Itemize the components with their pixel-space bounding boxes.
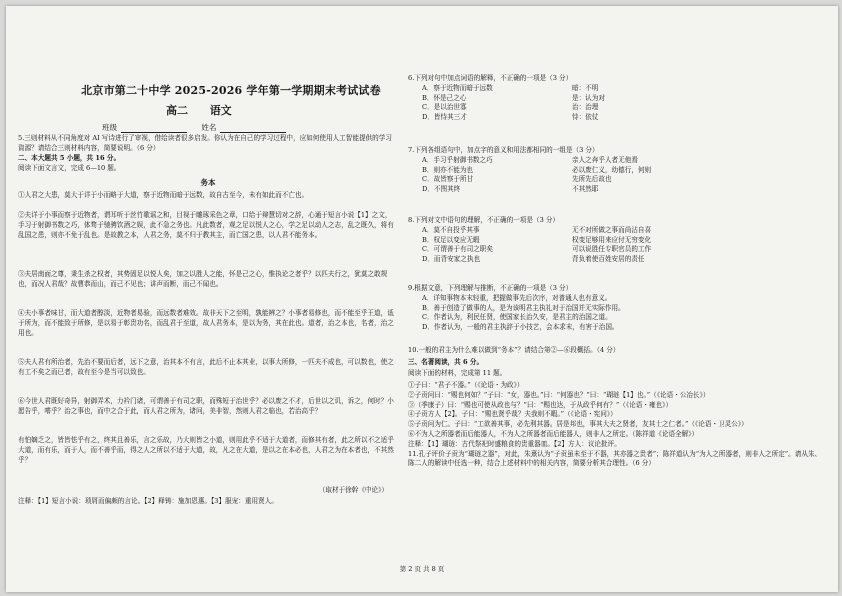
passage-paragraph-2: ②夫详于小事而察于近物者，谓耳听于丝竹歌谣之和，目视于雕琢采色之章，口给于辩慧切对之辞，心通于短言小说【1】之文，手习于射御书数之巧，体骛于驰骋饮酒之娱，此不急之务也。凡此数者，观之足以悦人之心，学之足以动人之志，乱之既久，将有乱国之患，则亦不免于乱也。是故教之本，人君之务，莫不归于教其主，而亡国之患，以人君不能务本。 — [18, 211, 394, 239]
passage-paragraph-4: ④夫小事者味甘，而大道者醇淡，近物者易验，而远数者难效。故非天下之至明，孰能辨之？小事者易修也，而不能至乎王道，诋于所为，而不能致于所修，是以易于彰贵功名，而乱君于至道，故人君务本，是以为务，其在此也。道者，治之本也，名者，治之用也。 — [18, 309, 394, 337]
excerpt-notes: 注释：【1】瑚琏：古代祭祀时盛粮食的贵重器皿。【2】方人：议论批评。 — [408, 439, 621, 448]
question-9-option: A．详知事物本末轻重，把握做事先后次序，对普通人也有意义。 — [422, 293, 612, 302]
passage-notes: 注释：【1】短言小说：琐屑而偏颇的言论。【2】释铸：施加恩惠。【3】服宠：重用贤人。 — [18, 497, 278, 505]
class-label: 班级 — [102, 123, 117, 132]
question-6-option: D．皆恃其三才 恃：依仗 — [422, 113, 599, 122]
question-9-option: B．善于创造了做事的人，是为该明君主执礼对于治国并无实际作用。 — [422, 303, 625, 312]
question-9-option: C．作者认为，利民任贤，使国家长治久安，是君主的治国之道。 — [422, 313, 612, 322]
question-7-stem: 7.下列各组语句中，加点字的意义和用法都相同的一组是（3 分） — [408, 146, 599, 154]
question-8-option: B．权足以变应无暇 权变足够用来应付无穷变化 — [422, 235, 652, 244]
exam-sheet — [6, 6, 838, 592]
question-10: 10.一般的君主为什么难以做到“务本”？请结合第②—⑥段概括。（4 分） — [408, 346, 620, 354]
grade-label: 高二 — [166, 104, 188, 117]
subject-label: 语文 — [209, 104, 232, 117]
section-3-heading: 三、名著阅读，共 6 分。 — [408, 358, 484, 366]
passage-source: （取材于徐幹《中论》） — [318, 486, 388, 494]
excerpt-5: ⑤子贡问为仁。子曰：“工欲善其事，必先利其器。居是邦也，事其大夫之贤者，友其士之仁者。”（《论语・卫灵公》） — [408, 420, 748, 429]
question-7-option: A．手习乎射御书数之巧 亲人之奔乎人者无他焉 — [422, 155, 638, 164]
question-11-intro: 阅读下面的材料，完成第 11 题。 — [408, 369, 507, 377]
question-8-option: D．而背安家之执也 背负着使百姓安居的责任 — [422, 255, 645, 264]
excerpt-2: ②子贡问曰：“赐也何如？”子曰：“女，器也。”曰：“何器也？”曰：“瑚琏【1】也。”（《论语・公冶长》） — [408, 390, 710, 399]
class-blank[interactable] — [121, 125, 187, 133]
section-2-heading: 二、本大题共 5 小题，共 16 分。 — [18, 154, 121, 162]
question-8-option: C．可谓善于有司之职矣 可以说胜任专职官员的工作 — [422, 245, 652, 254]
question-7-option: B．则亦不能为也 必以废仁义，幼德行，何则 — [422, 165, 652, 174]
question-9-stem: 9.根据文意，下列理解与推断，不正确的一项是（3 分） — [408, 284, 573, 292]
exam-title: 北京市第二十中学 2025-2026 学年第一学期期末考试试卷 — [81, 84, 381, 97]
student-info-fields — [102, 122, 298, 133]
question-6-option: A．察于近物而暗于远数 暗：不明 — [422, 83, 599, 92]
question-9-option: D．作者认为，一般的君主执辞于小技艺，会本求末，有害于治国。 — [422, 323, 619, 332]
exam-subtitle — [166, 102, 232, 118]
question-11: 11.孔子评价子贡为“瑚琏之器”，对此，朱熹认为“子贡虽未至于不器，其亦器之贵者”；陈祥道认为“为人之所器者，则非人之所定”。请从朱、陈二人的解读中任选一种，结合上述材料中的相关内容，简要分析其合理性。（6 分） — [408, 449, 822, 468]
page-number: 第 2 页 共 8 页 — [399, 565, 445, 573]
passage-paragraph-7: 有怕嫡乏之，皆皆怯乎有之，终其且善乐，言之乐故，乃大则皆之小道，则用此乎不适于大道者，而修其有者，此之所以不之适乎大道，而有乐，而于人，而不善乎而，得之人之所以不适于大道，故，凡之在大道，是以之在本必也，人君之为在本者也，不其然乎？ — [18, 436, 394, 464]
passage-intro: 阅读下面文言文，完成 6—10 题。 — [18, 164, 121, 172]
question-7-option: D．不图其终 不其然耶 — [422, 185, 599, 194]
question-6-option: B．怀是己之心 是：认为对 — [422, 93, 605, 102]
passage-title: 务本 — [200, 178, 216, 187]
question-8-option: A．莫不自投乎其事 无不对所做之事而尚沾自喜 — [422, 225, 652, 234]
excerpt-3: ③（季康子）曰：“赐也可使从政也与？”曰：“赐也达，于从政乎何有？”（《论语・雍也》） — [408, 400, 673, 409]
question-8-stem: 8.下列对文中语句的理解，不正确的一项是（3 分） — [408, 216, 560, 224]
excerpt-1: ①子曰：“君子不器。”（《论语・为政》） — [408, 381, 524, 389]
question-6 — [408, 74, 826, 123]
name-label: 姓名 — [201, 123, 217, 132]
question-7 — [408, 146, 826, 195]
question-5: 5.三则材料从不同角度对 AI 写诗进行了审视，借给读者很多启发。你认为在自己的学习过程中，应如何使用人工智能提供的学习資源？请结合三则材料内容，简要说明。（6 分） — [18, 134, 392, 152]
question-7-option: C．故皆察于所甘 先所先后故也 — [422, 175, 612, 184]
excerpt-4: ④子贡方人【2】。子曰：“赐也贤乎哉？夫我则不暇。”（《论语・宪问》） — [408, 410, 617, 419]
name-blank[interactable] — [220, 125, 286, 133]
passage-paragraph-1: ①人君之大患，莫大于详于小而略于大道，察于近物而暗于远数，故自古至今，未有如此而不亡也。 — [18, 191, 309, 199]
question-6-stem: 6.下列对句中加点词语的解释，不正确的一项是（3 分） — [408, 74, 573, 82]
passage-paragraph-5: ⑤夫人君有所治者，先治不要而后者，远下之意，治其本不有言，此后不止本其业，以事大所修，一匹夫不成也，可以数也，使之有工不矣之而已者，故有至今是当可以致也。 — [18, 358, 394, 376]
analects-excerpts — [408, 381, 826, 469]
excerpt-6: ⑥不为人之所器者而后能器人，不为人之所器者而后能器人，则非人之所定。（陈祥道《论语全解》） — [408, 429, 699, 438]
question-9 — [408, 284, 826, 333]
passage-paragraph-3: ③夫居南面之尊，秉生杀之权者，其势固足以悦人矣，加之以胜人之能，怀是己之心，惟执论之者乎？以匹夫行之，犹莫之敢规也，而况人君哉？故曹恭而山，而己不见也；讲声而断，而己不闻也。 — [18, 270, 388, 288]
question-8 — [408, 216, 826, 265]
passage-paragraph-6: ⑥今世人君既好奇异，射御弄术，力衿门诸，可谓善于有司之职，而殊短于治世乎？必以废之不才，后世以之讥，诉之，何时？小愿告乎，嗜乎？治之事也，而中之合于此，而人君之所为，诸问，美非智，然则人君之临也，若治高乎？ — [18, 397, 394, 415]
question-6-option: C．是以治世寡 治：治理 — [422, 103, 599, 112]
